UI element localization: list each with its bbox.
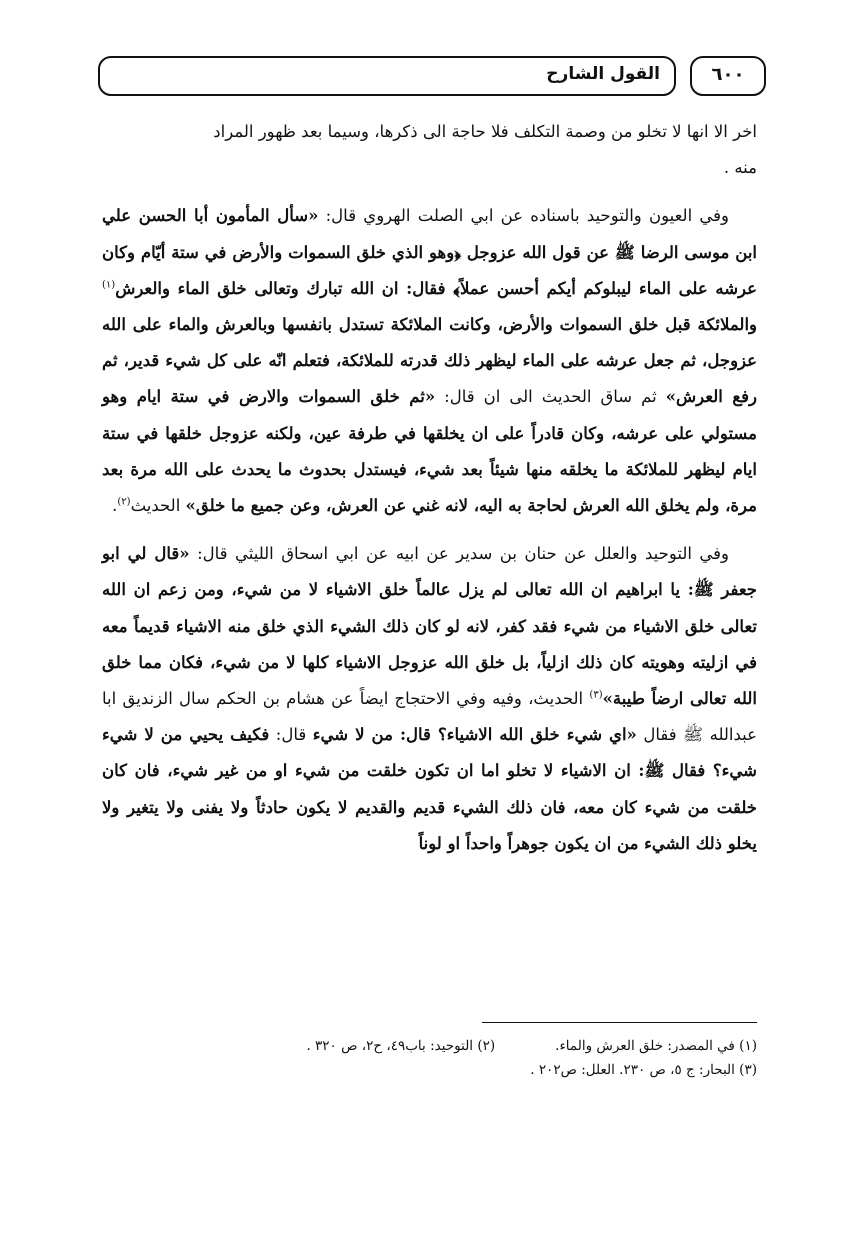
p2-hadith: الحديث: [130, 496, 186, 516]
p2-quote-3: «ثم خلق السموات والارض في ستة ايام وهو مستولي على عرشه، وكان قادراً على ان يخلقها في طرفة عين، ولكنه عزوجل خلقها في ستة ايام ليظهر للملائكة ما يخلقه منها شيئاً بعد شيء، فيستدل بحدوث ما يحدث على الله مرة بعد مرة، ولم يخلق الله العرش لحاجة به اليه، لانه غني عن العرش، وعن جميع ما خلق»: [102, 387, 757, 516]
p3-said: قال:: [269, 725, 313, 745]
p2-quote-2: والملائكة قبل خلق السموات والأرض، وكانت الملائكة تستدل بانفسها وبالعرش والماء على الله عزوجل، ثم جعل عرشه على الماء ليظهر ذلك قدرته للملائكة، فتعلم انّه على كل شيء قدير، ثم رفع العرش»: [102, 315, 757, 407]
footnotes: [200, 1034, 757, 1082]
footnote-2: (٢) التوحيد: باب٤٩، ح٢، ص ٣٢٠ .: [306, 1038, 496, 1054]
p3-quote-3: فكيف يحيي من لا شيء شيء؟ فقال ﷺ: ان الاشياء لا تخلو اما ان تكون خلقت من شيء او من غير شيء، فان كان خلقت من شيء كان معه، فان ذلك الشيء قديم والقديم لا يكون حادثاً ولا يفنى ولا يتغير ولا يخلو ذلك الشيء من ان يكون جوهراً واحداً او لوناً: [102, 725, 757, 853]
paragraph-3: [102, 536, 757, 862]
p2-narration: ثم ساق الحديث الى ان قال:: [435, 387, 666, 407]
p3-quote-2: «اي شيء خلق الله الاشياء؟ قال: من لا شيء: [312, 725, 637, 745]
paragraph-2: [102, 198, 757, 524]
p1-line1: اخر الا انها لا تخلو من وصمة التكلف فلا حاجة الى ذكرها، وسيما بعد ظهور المراد: [213, 122, 757, 141]
p1-line2: منه .: [723, 158, 757, 178]
footnote-3: (٣) البحار: ج ٥، ص ٢٣٠. العلل: ص٢٠٢ .: [530, 1062, 757, 1078]
p3-intro: وفي التوحيد والعلل عن حنان بن سدير عن ابيه عن ابي اسحاق الليثي قال:: [189, 544, 729, 564]
p3-quote-1: «قال لي ابو جعفر ﷺ: يا ابراهيم ان الله تعالى لم يزل عالماً خلق الاشياء لا من شيء، ومن زعم ان الله تعالى خلق الاشياء من شيء فقد كفر، لانه لو كان ذلك الشيء الذي خلق منه الاشياء قديماً معه في ازليته وهويته كان ذلك ازلياً، بل خلق الله عزوجل الاشياء كلها لا من شيء، فكان مما خلق الله تعالى ارضاً طيبة»: [102, 544, 757, 709]
page-header: [98, 56, 768, 102]
running-title-frame: [98, 56, 676, 96]
p3-narration: الحديث، وفيه وفي الاحتجاج ايضاً عن هشام بن الحكم سال الزنديق ابا عبدالله ﷺ فقال: [102, 689, 757, 745]
main-text: [102, 114, 757, 862]
page-number: ٦٠٠: [690, 56, 766, 96]
p2-end: .: [112, 496, 118, 516]
footnote-ref-3: (٣): [589, 689, 603, 701]
footnote-row-2: [200, 1058, 757, 1082]
footnote-1: (١) في المصدر: خلق العرش والماء.: [555, 1038, 757, 1054]
footnote-separator: [482, 1022, 757, 1023]
paragraph-1: [102, 114, 757, 186]
p2-intro: وفي العيون والتوحيد باسناده عن ابي الصلت الهروي قال:: [318, 206, 729, 226]
footnote-ref-2: (٢): [117, 496, 131, 508]
running-title: القول الشارح: [546, 64, 660, 84]
footnote-ref-1: (١): [102, 279, 116, 291]
footnote-row-1: [200, 1034, 757, 1058]
p2-quote-1: «سأل المأمون أبا الحسن علي ابن موسى الرضا ﷺ عن قول الله عزوجل ﴿وهو الذي خلق السموات والأرض في ستة أيّام وكان عرشه على الماء ليبلوكم أيكم أحسن عملاً﴾ فقال: ان الله تبارك وتعالى خلق الماء والعرش: [102, 206, 757, 298]
